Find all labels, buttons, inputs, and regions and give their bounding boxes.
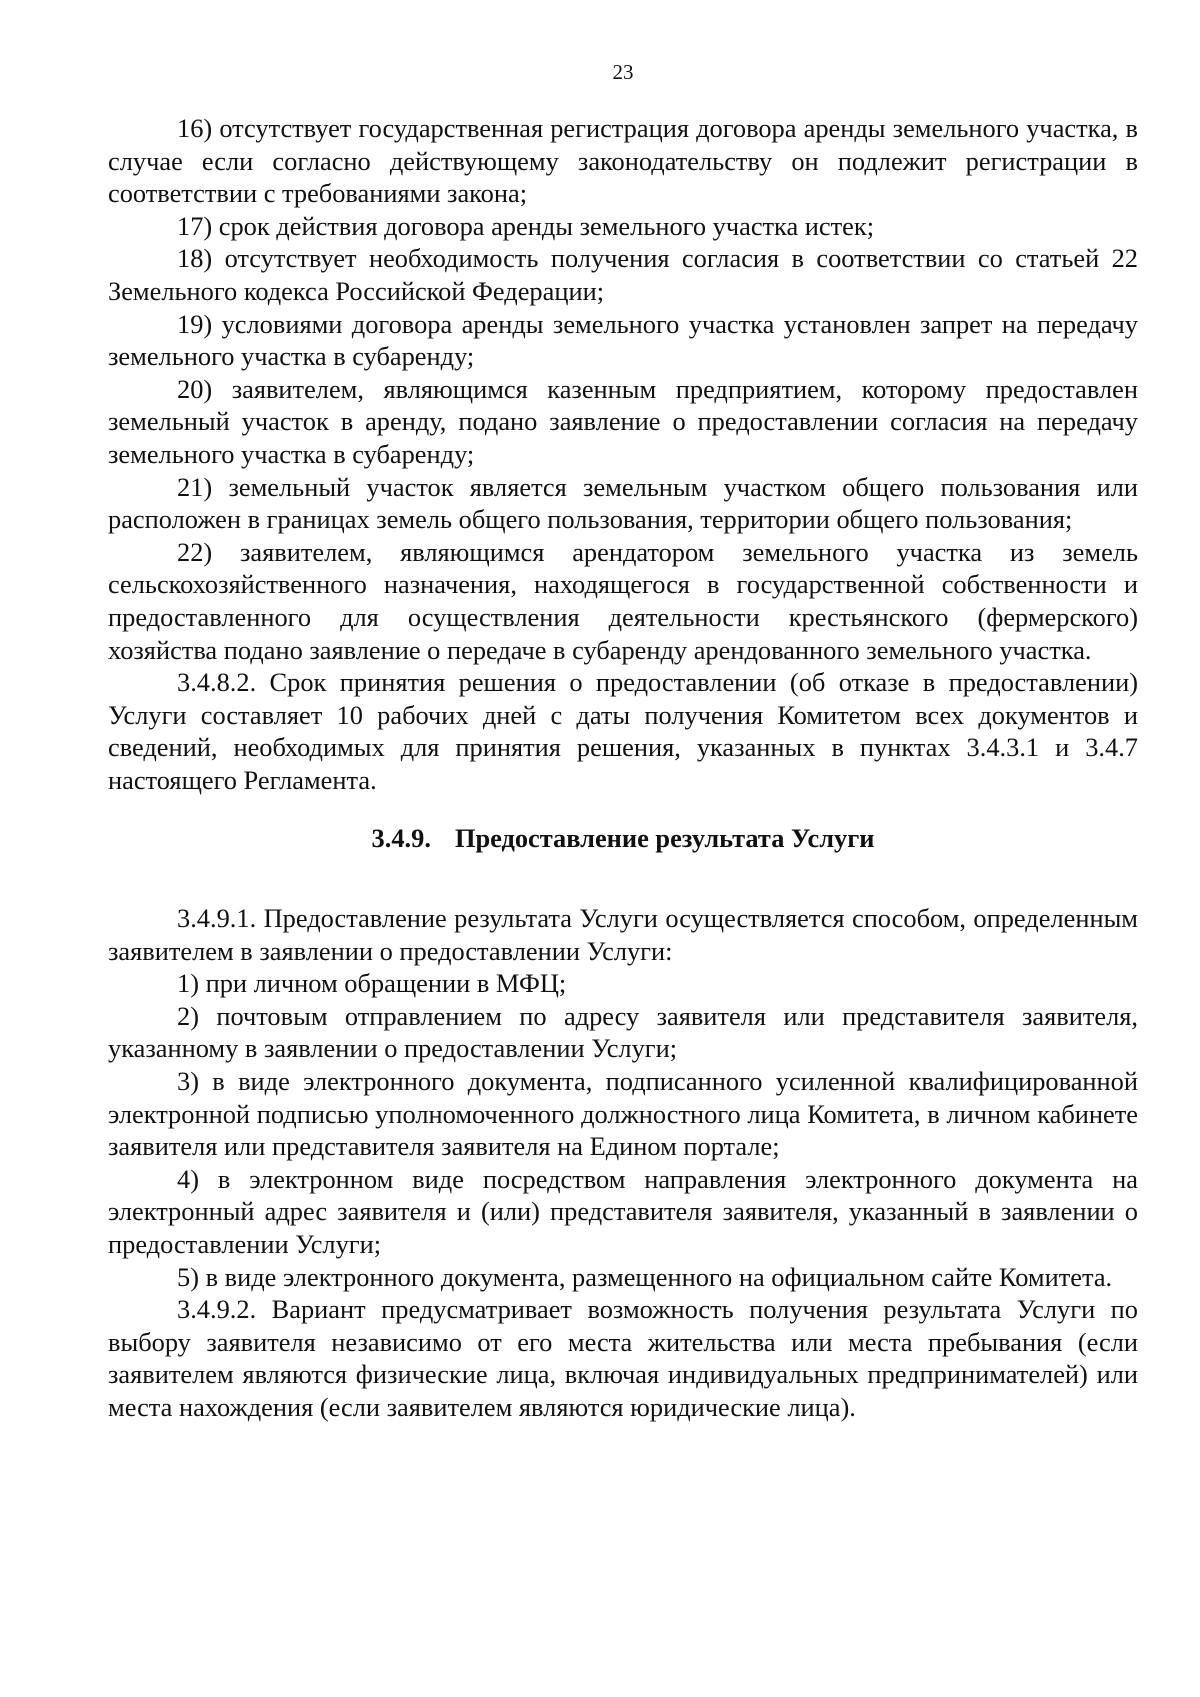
method-item-4: 4) в электронном виде посредством направления электронного документа на электронный адрес заявителя и (или) представителя заявителя, указанный в заявлении о предоставлении Услуги; — [108, 1163, 1138, 1259]
section-heading-title: Предоставление результата Услуги — [454, 823, 875, 854]
page-number: 23 — [612, 60, 634, 84]
section-heading-number: 3.4.9. — [371, 823, 431, 854]
clause-3-4-9-2: 3.4.9.2. Вариант предусматривает возможность получения результата Услуги по выбору заявителя независимо от его места жительства или места пребывания (если заявителем являются физические лица, включая индивидуальных предпринимателей) или места нахождения (если заявителем являются юридические лица). — [108, 1294, 1138, 1422]
method-item-2: 2) почтовым отправлением по адресу заявителя или представителя заявителя, указанному в заявлении о предоставлении Услуги; — [108, 1000, 1138, 1064]
method-item-3: 3) в виде электронного документа, подписанного усиленной квалифицированной электронной подписью уполномоченного должностного лица Комитета, в личном кабинете заявителя или представителя заявителя на Едином портале; — [108, 1066, 1138, 1162]
method-item-1: 1) при личном обращении в МФЦ; — [177, 968, 567, 999]
method-item-5: 5) в виде электронного документа, размещенного на официальном сайте Комитета. — [177, 1261, 1113, 1292]
section-heading — [108, 822, 1138, 855]
document-page — [108, 60, 1138, 1660]
list-item-20: 20) заявителем, являющимся казенным предприятием, которому предоставлен земельный участок в аренду, подано заявление о предоставлении согласия на передачу земельного участка в субаренду; — [108, 373, 1138, 469]
clause-3-4-8-2: 3.4.8.2. Срок принятия решения о предоставлении (об отказе в предоставлении) Услуги составляет 10 рабочих дней с даты получения Комитетом всех документов и сведений, необходимых для принятия решения, указанных в пунктах 3.4.3.1 и 3.4.7 настоящего Регламента. — [108, 667, 1138, 795]
list-item-18: 18) отсутствует необходимость получения согласия в соответствии со статьей 22 Земельного кодекса Российской Федерации; — [108, 243, 1138, 306]
list-item-17: 17) срок действия договора аренды земельного участка истек; — [177, 210, 875, 241]
list-item-21: 21) земельный участок является земельным участком общего пользования или расположен в границах земель общего пользования, территории общего пользования; — [108, 471, 1138, 535]
list-item-19: 19) условиями договора аренды земельного участка установлен запрет на передачу земельного участка в субаренду; — [108, 308, 1138, 372]
list-item-22: 22) заявителем, являющимся арендатором земельного участка из земель сельскохозяйственного назначения, находящегося в государственной собственности и предоставленного для осуществления деятельности крестьянского (фермерского) хозяйства подано заявление о передаче в субаренду арендованного земельного участка. — [108, 536, 1138, 665]
paragraphs-before — [108, 112, 1138, 796]
clause-3-4-9-1: 3.4.9.1. Предоставление результата Услуги осуществляется способом, определенным заявителем в заявлении о предоставлении Услуги: — [108, 903, 1138, 966]
paragraphs-after — [108, 902, 1138, 1424]
list-item-16: 16) отсутствует государственная регистрация договора аренды земельного участка, в случае если согласно действующему законодательству он подлежит регистрации в соответствии с требованиями закона; — [108, 113, 1138, 209]
